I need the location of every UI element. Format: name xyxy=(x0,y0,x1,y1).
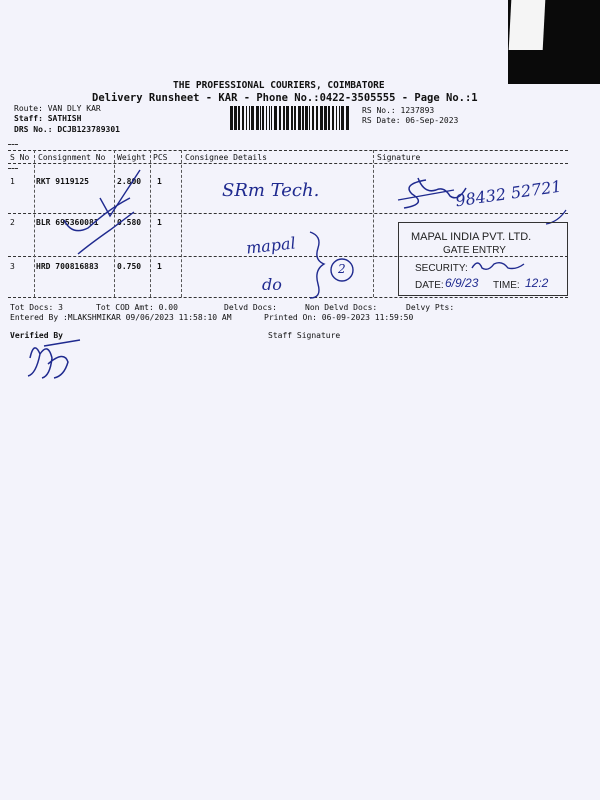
col-header-consignee: Consignee Details xyxy=(185,153,267,162)
rule-stub xyxy=(8,168,18,169)
printed-on: Printed On: 06-09-2023 11:59:50 xyxy=(264,313,414,322)
header-rule-bottom xyxy=(8,163,568,164)
row-rule-3 xyxy=(8,297,568,298)
handwritten-consignee: SRm Tech. xyxy=(222,180,320,201)
row-pcs: 1 xyxy=(157,177,162,186)
col-divider xyxy=(373,150,374,297)
col-divider xyxy=(181,150,182,297)
row-weight: 2.800 xyxy=(117,177,142,186)
col-header-consignment: Consignment No xyxy=(38,153,106,162)
row-consignment: RKT 9119125 xyxy=(36,177,89,186)
recipient-signature xyxy=(398,174,468,214)
stamp-date-label: DATE: xyxy=(415,280,444,291)
row-consignment: BLR 695360081 xyxy=(36,218,99,227)
handwritten-do: do xyxy=(262,275,282,294)
row-consignment: HRD 700816883 xyxy=(36,262,99,271)
rule-top-stub xyxy=(8,144,18,145)
scan-paper-tab xyxy=(509,0,546,50)
rs-number: RS No.: 1237893 xyxy=(362,106,435,115)
row-weight: 0.580 xyxy=(117,218,142,227)
col-header-signature: Signature xyxy=(377,153,421,162)
col-divider xyxy=(34,150,35,297)
stamp-gate-entry: GATE ENTRY xyxy=(443,245,506,256)
row-sno: 1 xyxy=(10,177,15,186)
header-rule-top xyxy=(8,150,568,151)
entered-by: Entered By :MLAKSHMIKAR 09/06/2023 11:58:10 AM xyxy=(10,313,232,322)
stamp-time-label: TIME: xyxy=(493,280,520,291)
stamp-company: MAPAL INDIA PVT. LTD. xyxy=(411,231,532,243)
tot-cod-amt: Tot COD Amt: 0.00 xyxy=(96,303,178,312)
handwritten-phone: 98432 52721 xyxy=(454,176,563,211)
delvd-docs: Delvd Docs: xyxy=(224,303,277,312)
col-header-sno: S No xyxy=(10,153,30,162)
stamp-security-label: SECURITY: xyxy=(415,263,468,274)
delvy-pts: Delvy Pts: xyxy=(406,303,455,312)
rs-date: RS Date: 06-Sep-2023 xyxy=(362,116,459,125)
drs-number: DRS No.: DCJB123789301 xyxy=(14,125,120,134)
row-sno: 3 xyxy=(10,262,15,271)
security-signature xyxy=(468,256,528,276)
verified-by-label: Verified By xyxy=(10,331,63,340)
verifier-signature xyxy=(24,336,84,382)
handwritten-checkmark-marks xyxy=(60,168,180,258)
col-header-pcs: PCS xyxy=(153,153,168,162)
row-pcs: 1 xyxy=(157,262,162,271)
handwritten-mapal: mapal xyxy=(245,233,297,258)
staff-signature-label: Staff Signature xyxy=(268,331,341,340)
stamp-date-value: 6/9/23 xyxy=(445,276,479,290)
non-delvd-docs: Non Delvd Docs: xyxy=(305,303,378,312)
company-title: THE PROFESSIONAL COURIERS, COIMBATORE xyxy=(173,80,385,91)
tot-docs: Tot Docs: 3 xyxy=(10,303,63,312)
staff-label: Staff: SATHISH xyxy=(14,114,82,123)
barcode xyxy=(230,106,352,130)
circled-number: 2 xyxy=(338,262,346,276)
row-pcs: 1 xyxy=(157,218,162,227)
route-label: Route: VAN DLY KAR xyxy=(14,104,101,113)
stamp-time-value: 12:2 xyxy=(525,276,549,290)
col-header-weight: Weight xyxy=(117,153,146,162)
row-weight: 0.750 xyxy=(117,262,142,271)
handwritten-brace xyxy=(306,228,366,303)
runsheet-subtitle: Delivery Runsheet - KAR - Phone No.:0422-3505555 - Page No.:1 xyxy=(92,92,478,104)
row-sno: 2 xyxy=(10,218,15,227)
